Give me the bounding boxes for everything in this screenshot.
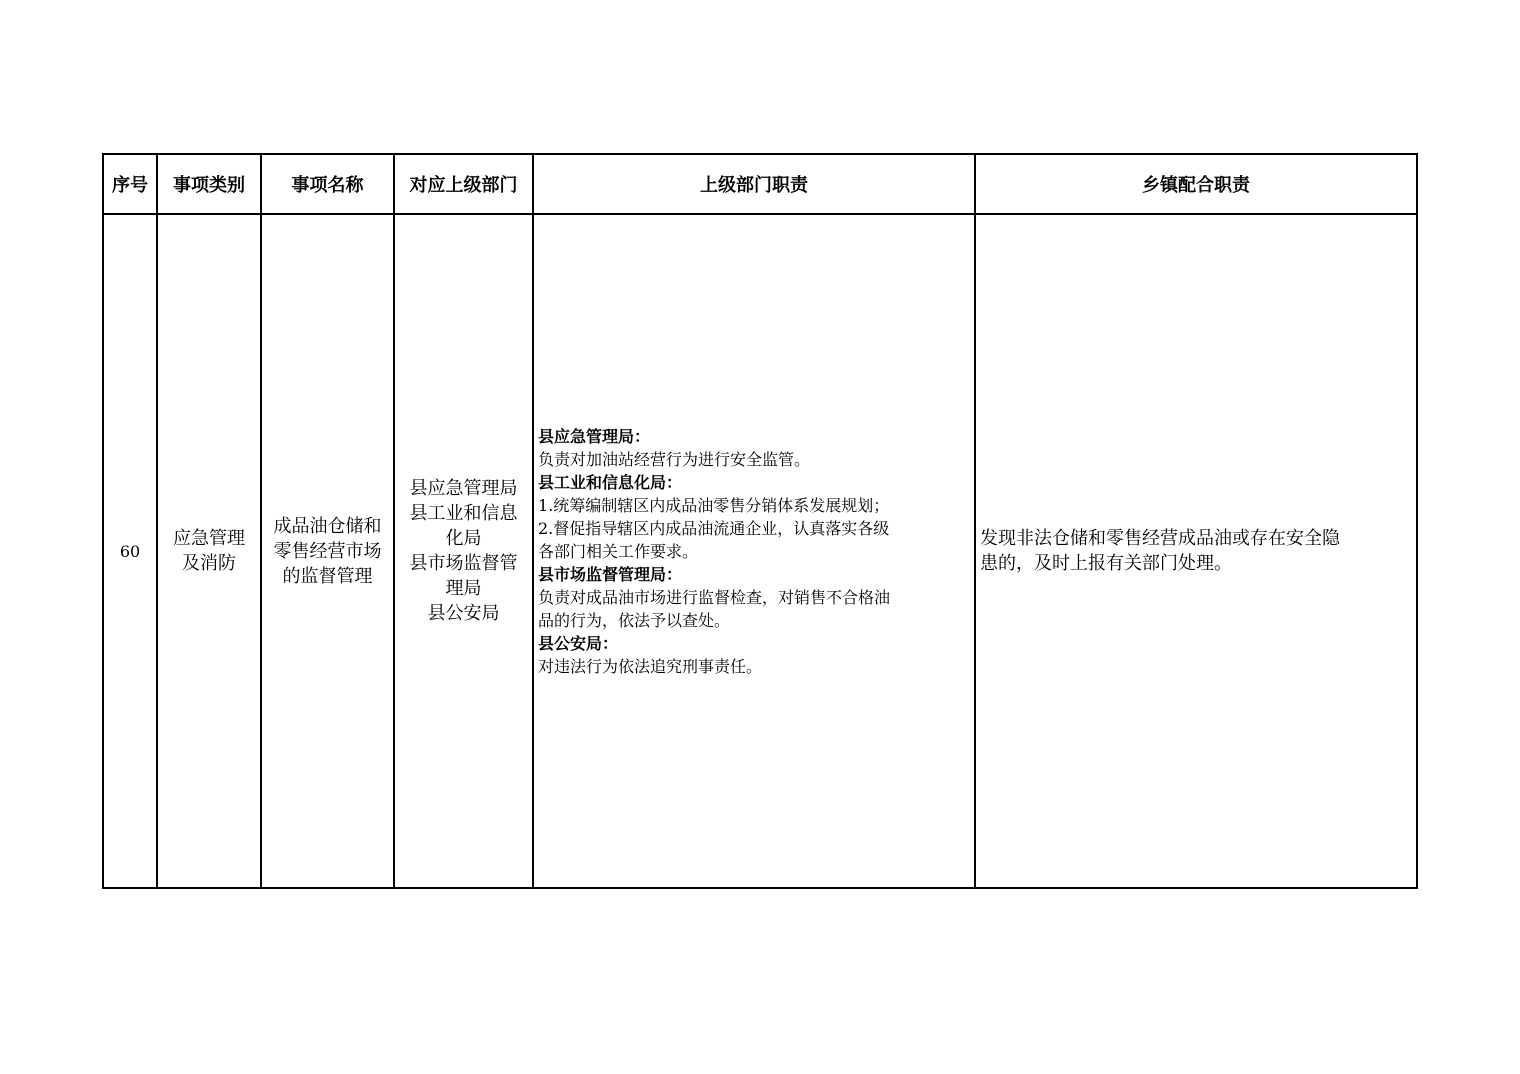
row-town-duties: [975, 214, 1417, 888]
duty-text-line: 1.统筹编制辖区内成品油零售分销体系发展规划；: [538, 495, 890, 515]
duty-text-line: 各部门相关工作要求。: [538, 541, 699, 561]
row-item-name: [261, 214, 394, 888]
duty-text-line: 对违法行为依法追究刑事责任。: [538, 656, 763, 676]
header-town-duties: 乡镇配合职责: [975, 154, 1417, 214]
row-superior-duties: [533, 214, 975, 888]
category-line: 应急管理: [173, 528, 245, 549]
duty-department-heading: 县工业和信息化局：: [538, 472, 683, 492]
header-serial-number: 序号: [103, 154, 157, 214]
department-line: 化局: [445, 528, 482, 549]
item-name-line: 的监督管理: [282, 565, 373, 587]
header-superior-department: 对应上级部门: [394, 154, 533, 214]
table-row: [103, 214, 1417, 888]
item-name-line: 零售经营市场: [273, 540, 382, 562]
item-name-line: 成品油仓储和: [273, 515, 382, 537]
row-serial-number: 60: [103, 214, 157, 888]
duty-text-line: 负责对加油站经营行为进行安全监管。: [538, 449, 811, 469]
department-line: 县工业和信息: [409, 503, 518, 524]
town-duty-line: 发现非法仓储和零售经营成品油或存在安全隐: [980, 528, 1340, 549]
department-line: 县公安局: [427, 603, 500, 624]
duty-department-heading: 县公安局：: [538, 633, 619, 653]
header-item-name: 事项名称: [261, 154, 394, 214]
duty-table: [102, 153, 1418, 889]
header-item-category: 事项类别: [157, 154, 261, 214]
department-line: 县市场监督管: [409, 553, 518, 574]
header-row: [103, 154, 1417, 214]
duty-text-line: 品的行为，依法予以查处。: [538, 610, 731, 630]
category-line: 及消防: [182, 553, 236, 574]
town-duty-line: 患的，及时上报有关部门处理。: [980, 553, 1232, 574]
duty-department-heading: 县应急管理局：: [538, 426, 651, 446]
duty-text-line: 负责对成品油市场进行监督检查，对销售不合格油: [538, 587, 891, 607]
row-item-category: [157, 214, 261, 888]
duty-department-heading: 县市场监督管理局：: [538, 564, 683, 584]
row-superior-departments: [394, 214, 533, 888]
header-superior-duties: 上级部门职责: [533, 154, 975, 214]
department-line: 县应急管理局: [409, 478, 518, 499]
department-line: 理局: [445, 578, 482, 599]
duty-text-line: 2.督促指导辖区内成品油流通企业，认真落实各级: [538, 518, 890, 538]
